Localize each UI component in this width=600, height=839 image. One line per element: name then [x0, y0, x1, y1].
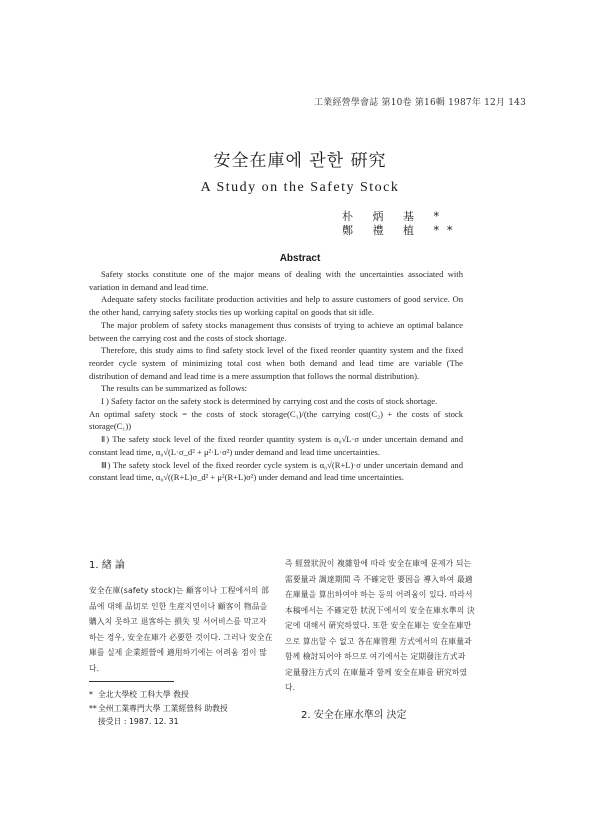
section-1-heading: 1. 緖 論 [89, 560, 125, 571]
abstract-result-1: I ) Safety factor on the safety stock is determined by carrying cost and the costs of stock shortage. [101, 396, 438, 407]
abstract-paragraph: Adequate safety stocks facilitate production activities and help to assure customers of good service. On the other hand, carrying safety stocks ties up working capital on goods that sit idle. [89, 294, 463, 318]
footnote-text: 全北大學校 工科大學 敎授 [98, 690, 189, 699]
section-1-text: 安全在庫(safety stock)는 顧客이나 工程에서의 部品에 대해 品切로 인한 生産지연이나 顧客이 物品을 購入치 못하고 退客하는 損失 및 서어비스를 막고자 하는 경우, 安全在庫가 必要한 것이다. 그러나 安全在庫를 실제 企業經營에 適用하기에는 어려움 점이 많다. [89, 586, 273, 673]
journal-header: 工業經營學會誌 第10卷 第16輯 1987年 12月 143 [314, 98, 526, 108]
footnote-text: 全州工業專門大學 工業經營科 助敎授 [98, 703, 228, 713]
abstract-formula-line: An optimal safety stock = the costs of stock storage(C₁)/(the carrying cost(C₂) + the costs of stock storage(C₁)) [89, 408, 463, 432]
section-2-heading: 2. 安全在庫水準의 決定 [301, 709, 407, 721]
abstract-paragraph: Safety stocks constitute one of the major means of dealing with the uncertainties associated with variation in demand and lead time. [89, 269, 463, 292]
footnote-mark: * [89, 690, 93, 699]
left-column [89, 556, 274, 729]
received-date [89, 715, 274, 729]
received-date-text: 接受日 : 1987. 12. 31 [98, 717, 179, 726]
right-column-text: 즉 經營狀況이 複雜함에 따라 安全在庫에 문제가 되는 需要量과 調達期間 즉 不確定한 要因을 導入하여 最適在庫量을 算出하여야 하는 등의 어려움이 있다. 따라서 本稿에서는 不確定한 狀況下에서의 安全在庫水準의 決定에 대해서 硏究하였다. 또한 安全在庫는 安全在庫만으로 算出할 수 없고 各在庫管理 方式에서의 在庫量과 함께 檢討되어야 하므로 여기에서는 定期發注方式과 定量發注方式의 在庫量과 함께 安全在庫를 硏究하였다. [285, 559, 475, 692]
footnote-mark: ** [89, 703, 97, 713]
abstract-result-3: Ⅲ) The safety stock level of the fixed reorder cycle system is α₀√(R+L)·σ under uncertain demand and constant lead time, α₀√((R+L)σ_d² + μ²(R+L)σ²) under demand and lead time uncertainties. [89, 459, 463, 483]
abstract-paragraph: The major problem of safety stocks management thus consists of trying to achieve an optimal balance between the carrying cost and the costs of stock shortage. [89, 319, 463, 343]
abstract-body [89, 268, 463, 484]
footnote-2 [89, 702, 274, 716]
author-2: 鄭 禮 植 ** [342, 224, 461, 237]
right-column [285, 556, 475, 721]
title-korean: 安全在庫에 관한 硏究 [213, 151, 387, 171]
abstract-heading: Abstract [279, 253, 321, 264]
abstract-result-2: Ⅱ) The safety stock level of the fixed reorder quantity system is α₀√L·σ under uncertain demand and constant lead time, α₀√(L·σ_d² + μ²·L·σ²) under demand and lead time uncertainties. [89, 434, 463, 457]
author-1: 朴 炳 基 * [342, 210, 447, 223]
title-english: A Study on the Safety Stock [200, 180, 400, 195]
footnote-rule [89, 681, 174, 682]
footnote-1 [89, 688, 274, 702]
abstract-paragraph: The results can be summarized as follows: [101, 383, 248, 394]
abstract-paragraph: Therefore, this study aims to find safety stock level of the fixed reorder quantity system and the fixed reorder cycle system of minimizing total cost when both demand and lead time are variable (The distribution of demand and lead time is a mere assumption that follows the normal distribution). [89, 345, 463, 381]
